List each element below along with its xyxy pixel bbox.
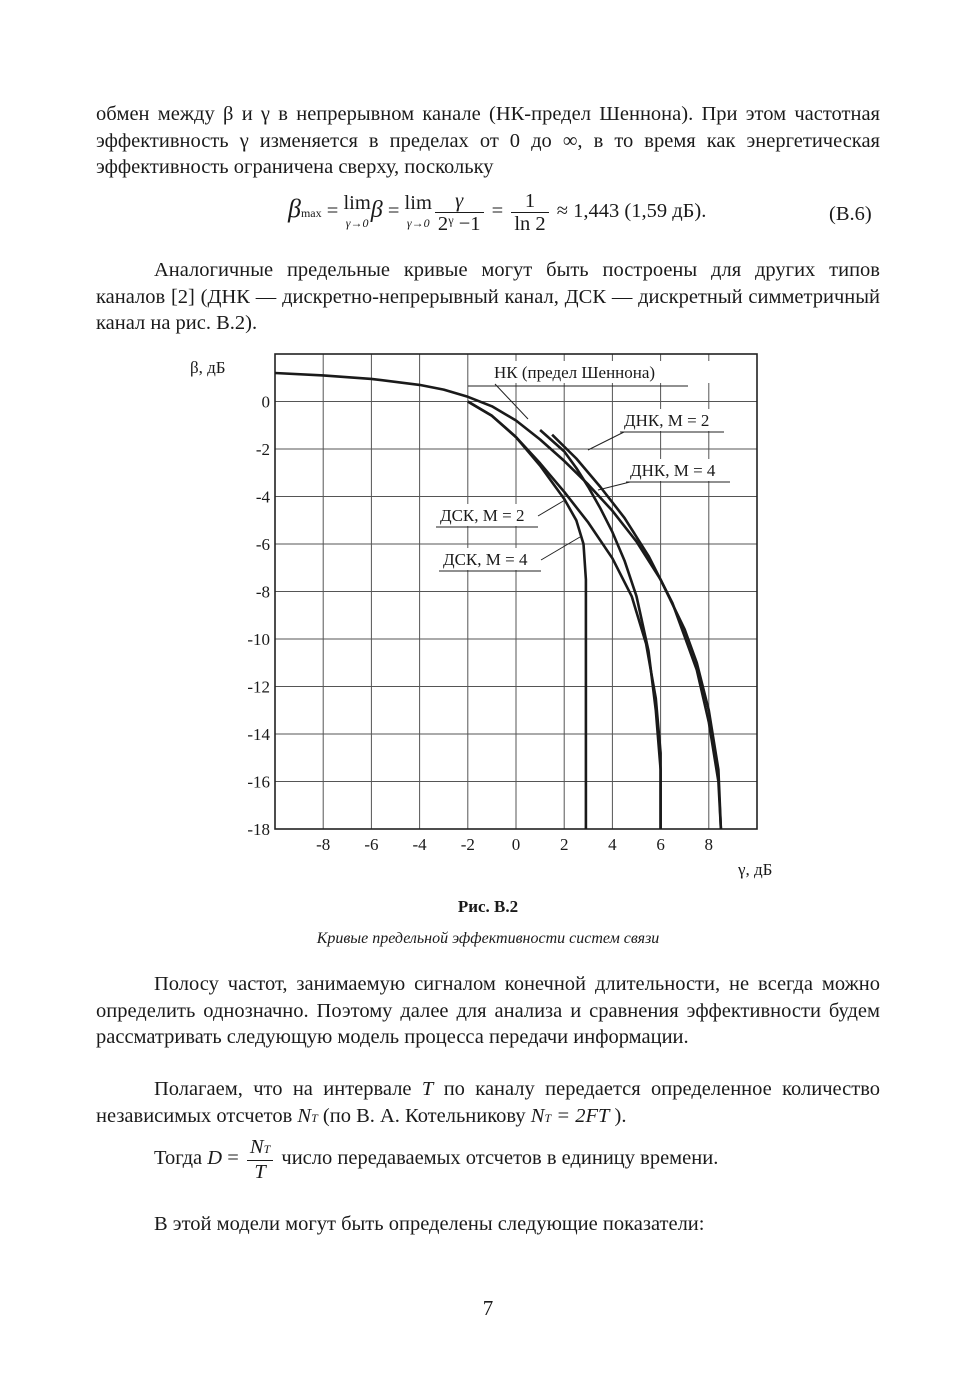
y-tick-label: -6 [255, 535, 270, 554]
x-tick-label: -8 [316, 835, 331, 854]
y-tick-label: -16 [247, 772, 270, 792]
chart-curves [275, 373, 721, 829]
paragraph-3: Полосу частот, занимаемую сигналом конечной длительности, не всегда можно определить однозначно. Поэтому далее для анализа и сравнения эффективности будем рассматривать следующую модель процесса передачи информации. [96, 973, 880, 1048]
page-number: 7 [482, 1296, 494, 1320]
fraction-NT-over-T: $\frac{NT}{T}$ [247, 1136, 273, 1183]
y-tick-label: -12 [247, 677, 270, 697]
equation-number: (В.6) [829, 203, 872, 225]
annotation-label-3: ДНК, M = 4 [630, 461, 716, 480]
formula-lim1: lim γ→0 [343, 191, 371, 230]
symbol-T: T [421, 1078, 434, 1100]
formula-fraction-2: $\frac{1}{\ln 2}$ [511, 190, 548, 235]
x-tick-label: 8 [704, 835, 714, 854]
formula-eq3: = [491, 200, 504, 223]
x-tick-label: 2 [559, 835, 569, 854]
curve-3 [552, 435, 721, 829]
annotation-leader [588, 432, 624, 450]
annotation-leader [541, 537, 580, 560]
figure-caption-title: Рис. В.2 [457, 897, 519, 916]
x-tick-label: 0 [511, 835, 521, 854]
formula-approx: ≈ 1,443 (1,59 дБ). [556, 200, 707, 223]
x-tick-label: -4 [412, 835, 427, 854]
y-tick-label: 0 [261, 392, 270, 412]
annotation-label-2: ДНК, M = 2 [624, 411, 710, 430]
formula-beta-max: β [288, 194, 301, 224]
figure-caption-text: Кривые предельной эффективности систем связи [316, 930, 660, 947]
symbol-NT: N [297, 1104, 312, 1127]
y-axis-label: β, дБ [190, 358, 226, 377]
x-tick-label: -6 [364, 835, 379, 854]
formula-eq2: = [387, 200, 400, 223]
x-tick-label: 4 [608, 835, 617, 854]
paragraph-1: обмен между β и γ в непрерывном канале (НК-предел Шеннона). При этом частотная эффективность γ изменяется в пределах от 0 до ∞, в то время как энергетическая эффективность ограничена сверху, поскольку [96, 103, 880, 178]
annotation-leader [538, 500, 565, 516]
formula-lim2: lim γ→0 [404, 191, 432, 230]
annotation-label-4: ДСК, M = 2 [440, 506, 525, 525]
formula-max-sub: max [300, 206, 322, 221]
symbol-NT2: N [530, 1104, 545, 1127]
annotation-label-5: ДСК, M = 4 [443, 550, 528, 569]
x-tick-label: -2 [460, 835, 475, 854]
x-tick-label: 6 [656, 835, 665, 854]
chart-labels [190, 358, 772, 879]
y-tick-label: -10 [247, 630, 270, 649]
paragraph-5: Тогда D = $\frac{NT}{T}$ число передаваемых отсчетов в единицу времени. [154, 1136, 719, 1183]
curve-1 [275, 373, 721, 829]
x-axis-label: γ, дБ [738, 860, 773, 879]
y-tick-label: -8 [255, 582, 270, 602]
annotation-leader [598, 482, 630, 490]
formula-fraction-1: $\frac{\gamma}{\text{2ᵞ −1}}$ [435, 190, 484, 235]
paragraph-6: В этой модели могут быть определены следующие показатели: [154, 1213, 705, 1235]
formula-b6 [288, 190, 706, 235]
efficiency-chart [0, 340, 976, 900]
formula-beta: β [370, 197, 383, 224]
y-tick-label: -14 [247, 725, 270, 744]
y-tick-label: -4 [255, 487, 270, 507]
y-tick-label: -2 [255, 440, 270, 459]
paragraph-2: Аналогичные предельные кривые могут быть построены для других типов каналов [2] (ДНК — дискретно-непрерывный канал, ДСК — дискретный симметричный канал на рис. В.2). [96, 259, 880, 334]
paragraph-4: Полагаем, что на интервале T по каналу передается определенное количество независимых отсчетов NT (по В. А. Котельникову NT = 2FT ). [96, 1078, 880, 1127]
annotation-label-1: НК (предел Шеннона) [494, 363, 656, 382]
formula-eq1: = [326, 200, 339, 223]
y-tick-label: -18 [247, 820, 270, 839]
